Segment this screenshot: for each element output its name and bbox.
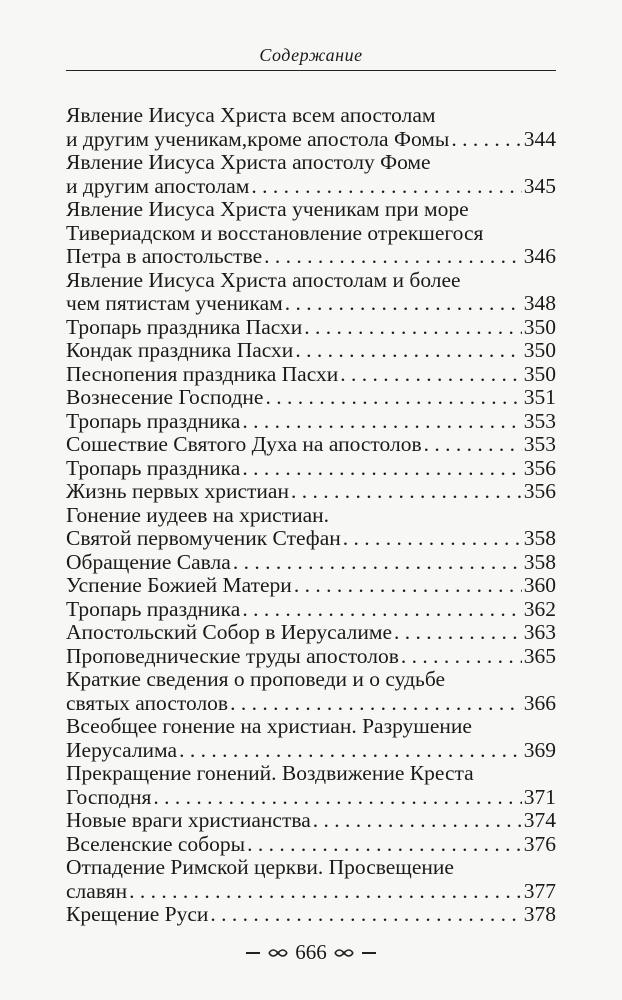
toc-page-number: 374	[523, 808, 556, 832]
toc-entry-title: Тропарь праздника	[66, 408, 241, 433]
toc-page-number: 350	[523, 361, 556, 386]
toc-entry-line	[66, 151, 556, 175]
toc-entry-line	[66, 433, 556, 457]
toc-page-number: 353	[523, 408, 556, 433]
dot-leader	[424, 433, 522, 457]
page-number: 666	[295, 940, 327, 964]
toc-entry-title: Иерусалима	[66, 737, 178, 762]
toc-entry-title: Явление Иисуса Христа всем апостолам	[66, 103, 436, 127]
toc-entry	[66, 527, 556, 551]
toc-entry-line	[66, 339, 556, 363]
toc-page-number: 363	[523, 620, 556, 644]
toc-entry	[66, 104, 556, 151]
toc-entry	[66, 809, 556, 833]
toc-page-number: 350	[523, 338, 556, 362]
toc-page-number: 378	[523, 902, 556, 926]
toc-page-number: 353	[523, 432, 556, 456]
toc-entry-title: Крещение Руси	[66, 902, 209, 926]
toc-page-number: 351	[523, 385, 556, 409]
toc-entry-line	[66, 786, 556, 810]
toc-entry-line	[66, 386, 556, 410]
toc-entry	[66, 433, 556, 457]
dot-leader	[242, 598, 521, 622]
toc-entry-line	[66, 668, 556, 692]
toc-entry-title: Прекращение гонений. Воздвижение Креста	[66, 761, 474, 785]
table-of-contents	[66, 104, 556, 927]
toc-entry	[66, 363, 556, 387]
toc-entry-title: Святой первомученик Стефан	[66, 526, 341, 550]
toc-entry-title: Успение Божией Матери	[66, 573, 292, 597]
toc-entry-title: Кондак праздника Пасхи	[66, 338, 294, 362]
dot-leader	[401, 645, 522, 669]
dot-leader	[340, 363, 522, 387]
toc-entry-line	[66, 551, 556, 575]
toc-entry-line	[66, 269, 556, 293]
toc-entry-title: Проповеднические труды апостолов	[66, 643, 399, 668]
toc-entry	[66, 621, 556, 645]
toc-page-number: 346	[523, 244, 556, 268]
toc-entry-line	[66, 809, 556, 833]
toc-entry-title: Гонение иудеев на христиан.	[66, 502, 330, 527]
ornament-left-icon	[268, 946, 288, 960]
toc-page-number: 345	[523, 173, 556, 198]
toc-entry	[66, 339, 556, 363]
toc-entry-line	[66, 480, 556, 504]
toc-page-number: 377	[523, 878, 556, 903]
toc-entry-line	[66, 856, 556, 880]
toc-page-number: 344	[523, 126, 556, 151]
toc-entry-title: славян	[66, 878, 128, 903]
dot-leader	[179, 739, 522, 763]
toc-entry-title: Явление Иисуса Христа апостолам и более	[66, 267, 461, 292]
toc-entry-title: Жизнь первых христиан	[66, 479, 289, 503]
toc-entry-title: Тропарь праздника Пасхи	[66, 314, 303, 339]
toc-entry-line	[66, 504, 556, 528]
toc-page-number: 362	[523, 596, 556, 621]
toc-entry-line	[66, 762, 556, 786]
toc-entry-title: Всеобщее гонение на христиан. Разрушение	[66, 714, 472, 738]
toc-entry-line	[66, 410, 556, 434]
toc-entry-line	[66, 198, 556, 222]
dot-leader	[294, 574, 522, 598]
dot-leader	[265, 386, 521, 410]
toc-entry-title: и другим апостолам	[66, 173, 250, 198]
toc-entry-line	[66, 457, 556, 481]
toc-page-number: 376	[523, 831, 556, 856]
toc-entry	[66, 574, 556, 598]
toc-entry-line	[66, 222, 556, 246]
toc-page-number: 358	[523, 549, 556, 574]
toc-entry	[66, 480, 556, 504]
dot-leader	[291, 480, 522, 504]
running-header: Содержание	[259, 45, 363, 65]
toc-entry-title: Вознесение Господне	[66, 385, 264, 409]
toc-entry	[66, 269, 556, 316]
toc-page-number: 371	[523, 784, 556, 809]
dot-leader	[304, 316, 521, 340]
toc-entry-line	[66, 903, 556, 927]
dot-leader	[313, 809, 522, 833]
dot-leader	[242, 410, 521, 434]
toc-entry-title: Господня	[66, 784, 152, 809]
toc-entry-title: Апостольский Собор в Иерусалиме	[66, 620, 392, 644]
toc-page-number: 356	[523, 455, 556, 480]
toc-entry-title: Песнопения праздника Пасхи	[66, 361, 339, 386]
header-rule	[66, 70, 556, 71]
toc-entry	[66, 903, 556, 927]
toc-entry-line	[66, 739, 556, 763]
toc-entry-title: чем пятистам ученикам	[66, 291, 283, 315]
dot-leader	[264, 245, 522, 269]
toc-entry-line	[66, 833, 556, 857]
toc-entry-title: Тропарь праздника	[66, 455, 241, 480]
toc-entry	[66, 504, 556, 528]
dot-leader	[129, 880, 522, 904]
toc-entry	[66, 198, 556, 269]
page-footer	[0, 940, 622, 965]
toc-entry-line	[66, 245, 556, 269]
toc-entry-line	[66, 175, 556, 199]
toc-page-number: 350	[523, 314, 556, 339]
dot-leader	[230, 692, 522, 716]
toc-entry-title: Краткие сведения о проповеди и о судьбе	[66, 667, 446, 691]
toc-entry-line	[66, 621, 556, 645]
toc-entry-line	[66, 692, 556, 716]
toc-entry-title: Явление Иисуса Христа апостолу Фоме	[66, 150, 431, 174]
dot-leader	[153, 786, 521, 810]
toc-page-number: 360	[523, 573, 556, 597]
toc-entry	[66, 410, 556, 434]
toc-entry	[66, 762, 556, 809]
dot-leader	[251, 175, 521, 199]
dot-leader	[394, 621, 522, 645]
toc-entry-title: Петра в апостольстве	[66, 244, 263, 268]
toc-entry	[66, 833, 556, 857]
ornament-right-icon	[334, 946, 354, 960]
dot-leader	[285, 292, 522, 316]
toc-entry	[66, 645, 556, 669]
toc-entry-title: Вселенские соборы	[66, 831, 246, 856]
toc-entry-line	[66, 128, 556, 152]
toc-entry-line	[66, 104, 556, 128]
toc-entry-line	[66, 363, 556, 387]
footer-dash-right	[362, 952, 376, 954]
toc-entry	[66, 386, 556, 410]
toc-entry-line	[66, 715, 556, 739]
toc-entry-line	[66, 574, 556, 598]
toc-entry-title: Тропарь праздника	[66, 596, 241, 621]
toc-entry	[66, 457, 556, 481]
toc-entry-line	[66, 645, 556, 669]
dot-leader	[242, 457, 521, 481]
toc-entry-line	[66, 316, 556, 340]
dot-leader	[295, 339, 521, 363]
toc-entry-title: Тивериадском и восстановление отрекшегося	[66, 220, 484, 245]
toc-page-number: 358	[523, 526, 556, 550]
footer-dash-left	[246, 952, 260, 954]
toc-entry	[66, 856, 556, 903]
toc-entry-title: Отпадение Римской церкви. Просвещение	[66, 855, 454, 879]
toc-entry-line	[66, 880, 556, 904]
toc-entry-title: Сошествие Святого Духа на апостолов	[66, 432, 422, 456]
toc-entry	[66, 598, 556, 622]
dot-leader	[233, 551, 522, 575]
toc-entry	[66, 551, 556, 575]
toc-page-number: 369	[523, 737, 556, 762]
toc-entry	[66, 151, 556, 198]
dot-leader	[210, 903, 521, 927]
toc-page-number: 356	[523, 479, 556, 503]
toc-page-number: 366	[523, 690, 556, 715]
toc-entry-line	[66, 527, 556, 551]
toc-entry-title: Новые враги христианства	[66, 808, 311, 832]
toc-entry	[66, 715, 556, 762]
toc-entry-line	[66, 292, 556, 316]
toc-page-number: 365	[523, 643, 556, 668]
dot-leader	[343, 527, 522, 551]
toc-page-number: 348	[523, 291, 556, 315]
toc-entry-title: Обращение Савла	[66, 549, 231, 574]
dot-leader	[247, 833, 522, 857]
toc-entry	[66, 316, 556, 340]
toc-entry-title: святых апостолов	[66, 690, 229, 715]
dot-leader	[451, 128, 521, 152]
toc-entry-line	[66, 598, 556, 622]
toc-entry-title: и другим ученикам,кроме апостола Фомы	[66, 126, 450, 151]
toc-entry-title: Явление Иисуса Христа ученикам при море	[66, 197, 469, 221]
toc-entry	[66, 668, 556, 715]
